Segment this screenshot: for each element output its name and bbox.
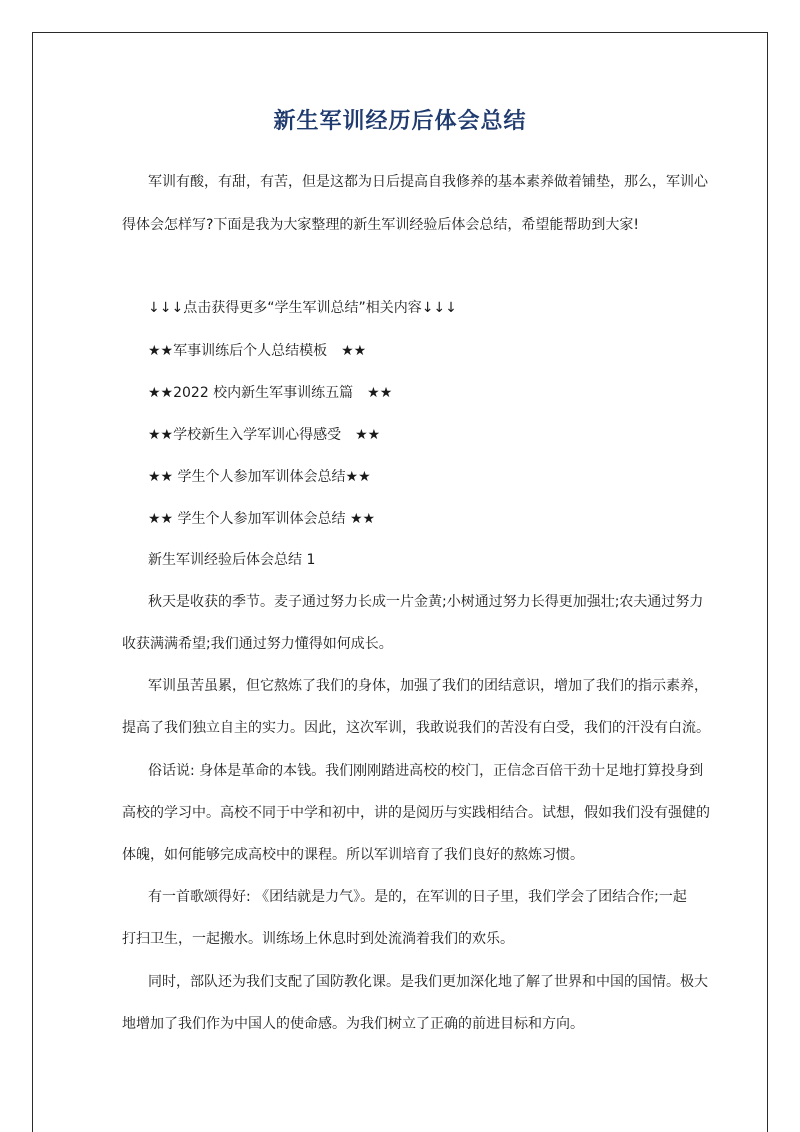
related-link-4[interactable]: ★★ 学生个人参加军训体会总结★★	[148, 469, 371, 485]
related-link-5[interactable]: ★★ 学生个人参加军训体会总结 ★★	[148, 511, 376, 527]
page-frame	[32, 32, 768, 1132]
related-link-3[interactable]: ★★学校新生入学军训心得感受 ★★	[148, 427, 381, 443]
paragraph-line: 俗话说: 身体是革命的本钱。我们刚刚踏进高校的校门，正信念百倍干劲十足地打算投身到	[148, 763, 704, 779]
related-link-2[interactable]: ★★2022 校内新生军事训练五篇 ★★	[148, 385, 393, 401]
document-title: 新生军训经历后体会总结	[273, 109, 527, 134]
paragraph-line: 军训虽苦虽累，但它熬炼了我们的身体，加强了我们的团结意识，增加了我们的指示素养，	[148, 678, 708, 694]
paragraph-line: 秋天是收获的季节。麦子通过努力长成一片金黄;小树通过努力长得更加强壮;农夫通过努力	[148, 594, 704, 610]
paragraph-line: 地增加了我们作为中国人的使命感。为我们树立了正确的前进目标和方向。	[122, 1016, 584, 1032]
more-content-link[interactable]: ↓↓↓点击获得更多“学生军训总结”相关内容↓↓↓	[148, 300, 457, 316]
paragraph-line: 有一首歌颂得好: 《团结就是力气》。是的，在军训的日子里，我们学会了团结合作;一起	[148, 889, 687, 905]
intro-line-2: 得体会怎样写?下面是我为大家整理的新生军训经验后体会总结，希望能帮助到大家!	[122, 217, 640, 233]
paragraph-line: 高校的学习中。高校不同于中学和初中，讲的是阅历与实践相结合。试想，假如我们没有强健的	[122, 805, 710, 821]
section-heading: 新生军训经验后体会总结 1	[148, 552, 316, 568]
related-link-1[interactable]: ★★军事训练后个人总结模板 ★★	[148, 343, 367, 359]
paragraph-line: 同时，部队还为我们支配了国防教化课。是我们更加深化地了解了世界和中国的国情。极大	[148, 974, 708, 990]
paragraph-line: 提高了我们独立自主的实力。因此，这次军训，我敢说我们的苦没有白受，我们的汗没有白流。	[122, 720, 710, 736]
paragraph-line: 收获满满希望;我们通过努力懂得如何成长。	[122, 636, 393, 652]
paragraph-line: 体魄，如何能够完成高校中的课程。所以军训培育了我们良好的熬炼习惯。	[122, 847, 584, 863]
intro-line-1: 军训有酸，有甜，有苦，但是这都为日后提高自我修养的基本素养做着铺垫，那么，军训心	[148, 174, 708, 190]
paragraph-line: 打扫卫生，一起搬水。训练场上休息时到处流淌着我们的欢乐。	[122, 931, 514, 947]
